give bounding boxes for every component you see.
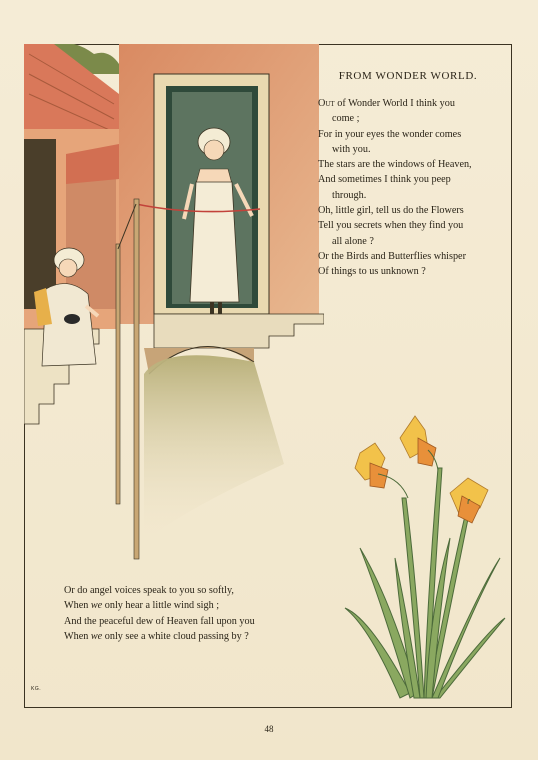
daffodil-illustration — [340, 408, 508, 704]
poem-line — [64, 629, 334, 644]
poem-line: Or do angel voices speak to you so softly, — [64, 585, 234, 596]
line-text: of Wonder World I think you — [334, 98, 455, 109]
drop-word: Out — [318, 98, 335, 109]
poem-line: For in your eyes the wonder comes — [318, 128, 462, 140]
poem-line: Of things to us unknown ? — [318, 266, 426, 278]
line-text: When — [64, 630, 91, 642]
emphasis-word: we — [90, 630, 103, 642]
poem-stanza-1 — [318, 96, 502, 280]
line-text: When — [64, 600, 91, 612]
page-number: 48 — [264, 724, 274, 734]
poem-line: And the peaceful dew of Heaven fall upon you — [64, 615, 255, 627]
poem-line: Oh, little girl, tell us do the Flowers — [318, 205, 464, 217]
poem-line — [318, 96, 502, 111]
line-text: only see a white cloud passing by ? — [102, 630, 249, 642]
poem-title: FROM WONDER WORLD. — [338, 70, 478, 82]
poem-line: Tell you secrets when they find you — [318, 220, 464, 232]
poem-line: And sometimes I think you peep — [318, 174, 451, 186]
emphasis-word: we — [90, 600, 103, 612]
poem-line: Or the Birds and Butterflies whisper — [318, 250, 466, 262]
artist-monogram: KG. — [31, 686, 42, 692]
line-text: only hear a little wind sigh ; — [102, 600, 220, 612]
poem-line: with you. — [332, 143, 371, 155]
poem-stanza-2 — [64, 583, 334, 644]
poem-line: The stars are the windows of Heaven, — [318, 159, 472, 171]
poem-line: through. — [332, 189, 367, 201]
poem-line — [64, 598, 334, 613]
poem-line: come ; — [332, 113, 360, 125]
illustration-girls-at-door — [24, 44, 324, 564]
poem-line: all alone ? — [332, 235, 374, 247]
